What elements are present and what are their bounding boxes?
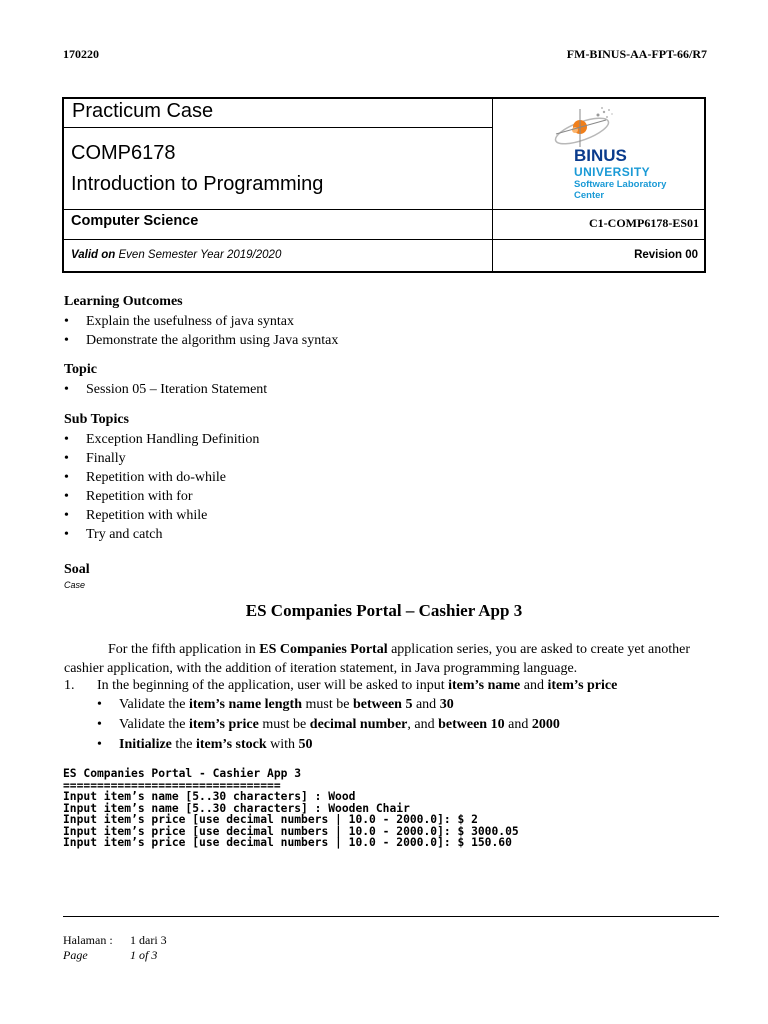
console-line: Input item’s name [5..30 characters] : Wooden Chair [63,801,410,815]
item-bold: Initialize [119,737,172,752]
intro-rest: application series, you are asked to create yet another cashier application, with the addition of iteration statement, in Java programming language. [64,642,691,676]
item-text: must be [258,717,310,732]
logo-sub-1: Software Laboratory [574,179,667,190]
item-text: Validate the [119,717,189,732]
list-item [97,735,560,755]
intro-text: For the fifth application in [108,642,260,657]
console-output [63,768,519,849]
binus-swoosh-icon [534,101,644,149]
console-line: Input item’s price [use decimal numbers | 10.0 - 2000.0]: $ 3000.05 [63,824,519,838]
step-text: and [520,678,548,693]
practicum-case-title: Practicum Case [72,100,214,122]
logo-binus: BINUS [574,146,627,165]
intro-bold: ES Companies Portal [259,642,388,657]
case-subheading: Case [64,580,86,590]
topic-list [64,380,267,399]
console-line: ================================ [63,778,281,792]
form-id-code: FM-BINUS-AA-FPT-66/R7 [566,47,707,61]
list-item: • Repetition with do-while [64,468,259,487]
item-bold: item’s name length [188,697,303,712]
step-bold: item’s name [448,678,521,693]
header-box [62,97,706,273]
list-item: • Repetition with for [64,487,259,506]
logo-sub-2: Center [574,190,605,201]
console-line: Input item’s price [use decimal numbers | 10.0 - 2000.0]: $ 150.60 [63,836,512,849]
form-date-code: 170220 [63,47,99,61]
step-number: 1. [64,678,75,693]
item-bold: between 10 [438,717,505,732]
item-bold: 2000 [531,717,560,732]
learning-outcomes-list [64,312,338,350]
item-text: the [171,737,196,752]
list-item: • Exception Handling Definition [64,430,259,449]
list-item [97,695,560,715]
step-text: In the beginning of the application, user will be asked to input [97,678,449,693]
step-bold: item’s price [547,678,618,693]
case-code: C1-COMP6178-ES01 [589,216,699,230]
revision: Revision 00 [634,249,698,261]
step-1 [64,678,617,694]
sub-topics-list [64,430,259,544]
console-line: Input item’s price [use decimal numbers | 10.0 - 2000.0]: $ 2 [63,813,478,826]
console-line: Input item’s name [5..30 characters] : Wood [63,790,356,803]
item-text: and [412,697,440,712]
item-text: with [266,737,299,752]
valid-value: Even Semester Year 2019/2020 [118,249,282,261]
item-bold: decimal number [309,717,408,732]
course-name: Introduction to Programming [71,173,324,195]
step-1-list [97,695,560,755]
list-item: • Finally [64,449,259,468]
logo-university: UNIVERSITY [574,165,651,179]
item-bold: between 5 [352,697,413,712]
sub-topics-heading: Sub Topics [64,412,129,427]
topic-heading: Topic [64,362,97,377]
item-bold: item’s stock [196,737,267,752]
list-item [97,715,560,735]
list-item: • Demonstrate the algorithm using Java syntax [64,331,338,350]
list-item: • Session 05 – Iteration Statement [64,380,267,399]
case-title: ES Companies Portal – Cashier App 3 [245,601,523,620]
item-bold: 30 [439,697,454,712]
footer-page-label: Page [63,948,88,962]
item-text: , and [407,717,439,732]
footer-halaman-value: 1 dari 3 [130,933,167,947]
footer-halaman-label: Halaman : [63,933,113,947]
item-text: and [504,717,532,732]
list-item: • Try and catch [64,525,259,544]
learning-outcomes-heading: Learning Outcomes [64,294,183,309]
footer-page-value: 1 of 3 [130,948,158,962]
item-bold: item’s price [188,717,259,732]
validity [71,249,281,261]
item-bold: 50 [298,737,313,752]
console-line: ES Companies Portal - Cashier App 3 [63,767,302,780]
course-code: COMP6178 [71,142,176,164]
footer-divider [63,916,719,917]
list-item: • Repetition with while [64,506,259,525]
item-text: Validate the [119,697,189,712]
soal-heading: Soal [64,562,90,577]
valid-label: Valid on [71,249,116,261]
intro-paragraph [64,640,704,678]
binus-logo [534,101,704,209]
list-item: • Explain the usefulness of java syntax [64,312,338,331]
department: Computer Science [71,213,199,229]
item-text: must be [302,697,353,712]
